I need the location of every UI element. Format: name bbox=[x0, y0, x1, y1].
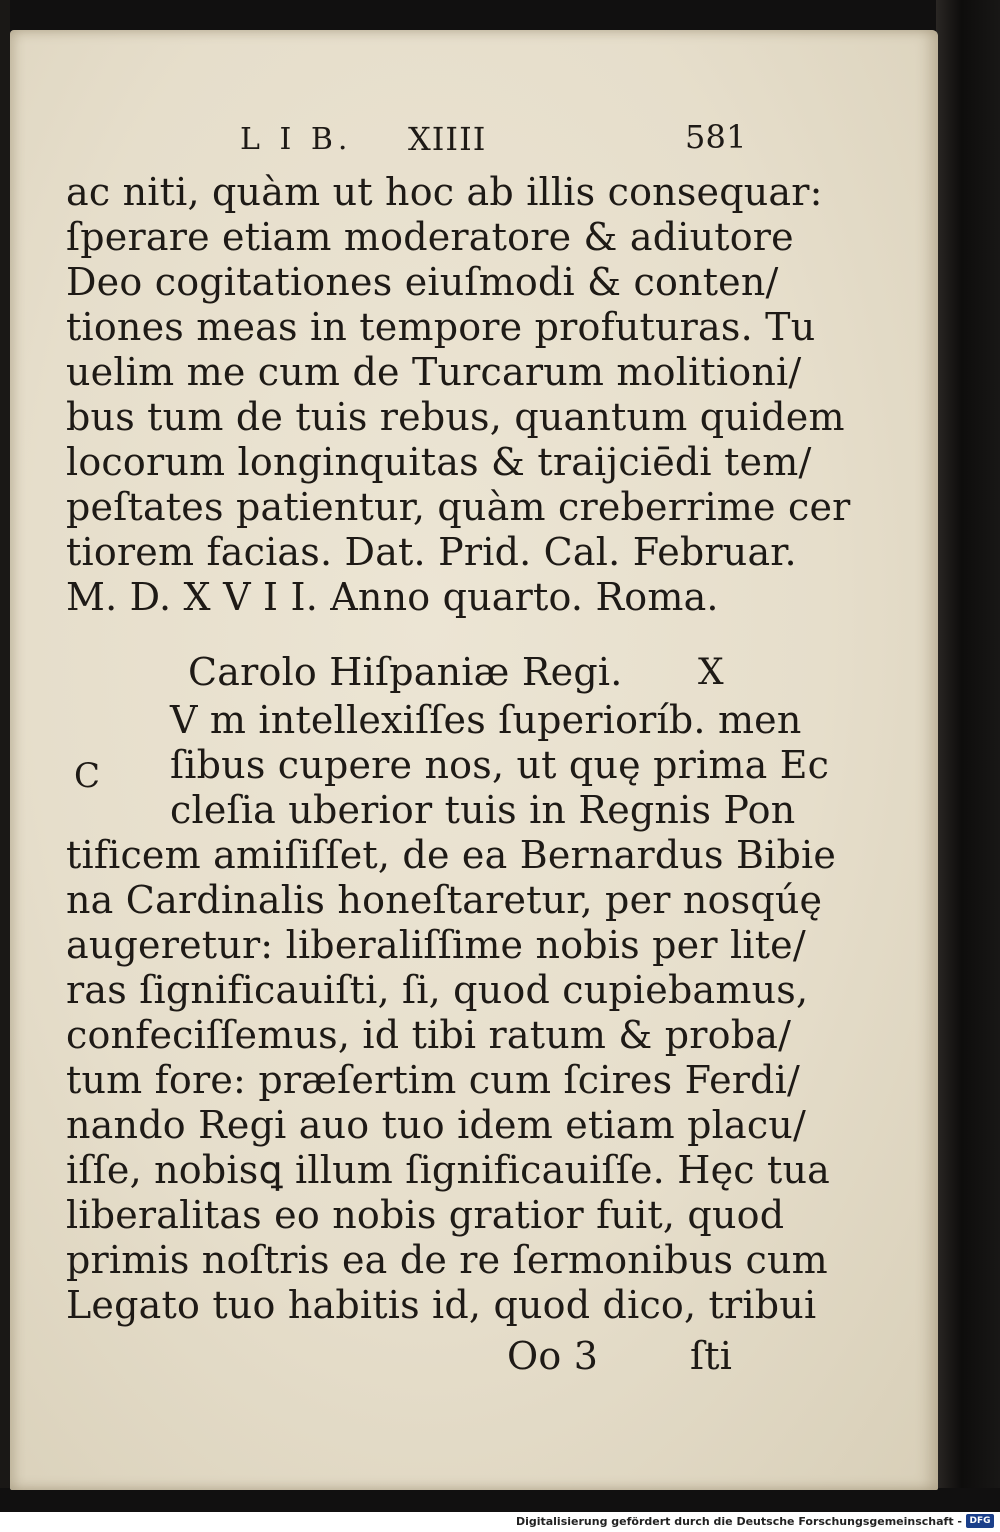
scan-edge-left bbox=[0, 0, 10, 1512]
letter-line: confeciſſemus, id tibi ratum & proba/ bbox=[66, 1013, 792, 1057]
letter-line-indented: V m intellexiſſes ſuperioríb. men bbox=[170, 698, 802, 742]
letter-line: Legato tuo habitis id, quod dico, tribui bbox=[66, 1283, 817, 1327]
scan-edge-bottom bbox=[0, 1488, 1000, 1512]
letter-line-indented: cleſia uberior tuis in Regnis Pon bbox=[170, 788, 796, 832]
book-page bbox=[10, 30, 938, 1490]
scan-edge-right bbox=[936, 0, 1000, 1512]
body-line: locorum longinquitas & traijciēdi tem/ bbox=[66, 440, 812, 484]
body-line: ac niti, quàm ut hoc ab illis consequar: bbox=[66, 170, 823, 214]
letter-line: na Cardinalis honeſtaretur, per nosqúę bbox=[66, 878, 823, 922]
signature-mark: Oo 3 bbox=[507, 1334, 599, 1378]
body-line: bus tum de tuis rebus, quantum quidem bbox=[66, 395, 845, 439]
scan-edge-top bbox=[0, 0, 1000, 34]
book-number: XIIII bbox=[408, 120, 487, 158]
letter-line: nando Regi auo tuo idem etiam placu/ bbox=[66, 1103, 806, 1147]
body-line: ſperare etiam moderatore & adiutore bbox=[66, 215, 794, 259]
letter-number: X bbox=[698, 652, 724, 693]
letter-line: tificem amiſiſſet, de ea Bernardus Bibie bbox=[66, 833, 837, 877]
letter-line: ras ſignificauiſti, ſi, quod cupiebamus, bbox=[66, 968, 809, 1012]
body-line: peſtates patientur, quàm creberrime cer bbox=[66, 485, 851, 529]
letter-line: augeretur: liberaliſſime nobis per lite/ bbox=[66, 923, 806, 967]
body-line: uelim me cum de Turcarum molitioni/ bbox=[66, 350, 802, 394]
letter-line: iſſe, nobisꝗ illum ſignificauiſſe. Hęc tua bbox=[66, 1148, 831, 1192]
marginal-letter: C bbox=[74, 756, 101, 796]
letter-line: liberalitas eo nobis gratior fuit, quod bbox=[66, 1193, 785, 1237]
letter-salutation: Carolo Hiſpaniæ Regi. bbox=[188, 650, 623, 694]
letter-line-indented: ſibus cupere nos, ut quę prima Ec bbox=[170, 743, 830, 787]
catchword: ſti bbox=[690, 1334, 733, 1378]
body-line: Deo cogitationes eiuſmodi & conten/ bbox=[66, 260, 779, 304]
page-number: 581 bbox=[685, 118, 747, 156]
body-line: tiorem facias. Dat. Prid. Cal. Februar. bbox=[66, 530, 797, 574]
dfg-logo-icon: DFG bbox=[966, 1514, 994, 1528]
letter-line: primis noſtris ea de re ſermonibus cum bbox=[66, 1238, 828, 1282]
letter-line: tum fore: præſertim cum ſcires Ferdi/ bbox=[66, 1058, 801, 1102]
body-line: M. D. X V I I. Anno quarto. Roma. bbox=[66, 575, 719, 619]
funding-credit: Digitalisierung gefördert durch die Deutsche Forschungsgemeinschaft - bbox=[515, 1515, 962, 1528]
body-line: tiones meas in tempore profuturas. Tu bbox=[66, 305, 816, 349]
running-head: L I B. bbox=[240, 122, 353, 157]
